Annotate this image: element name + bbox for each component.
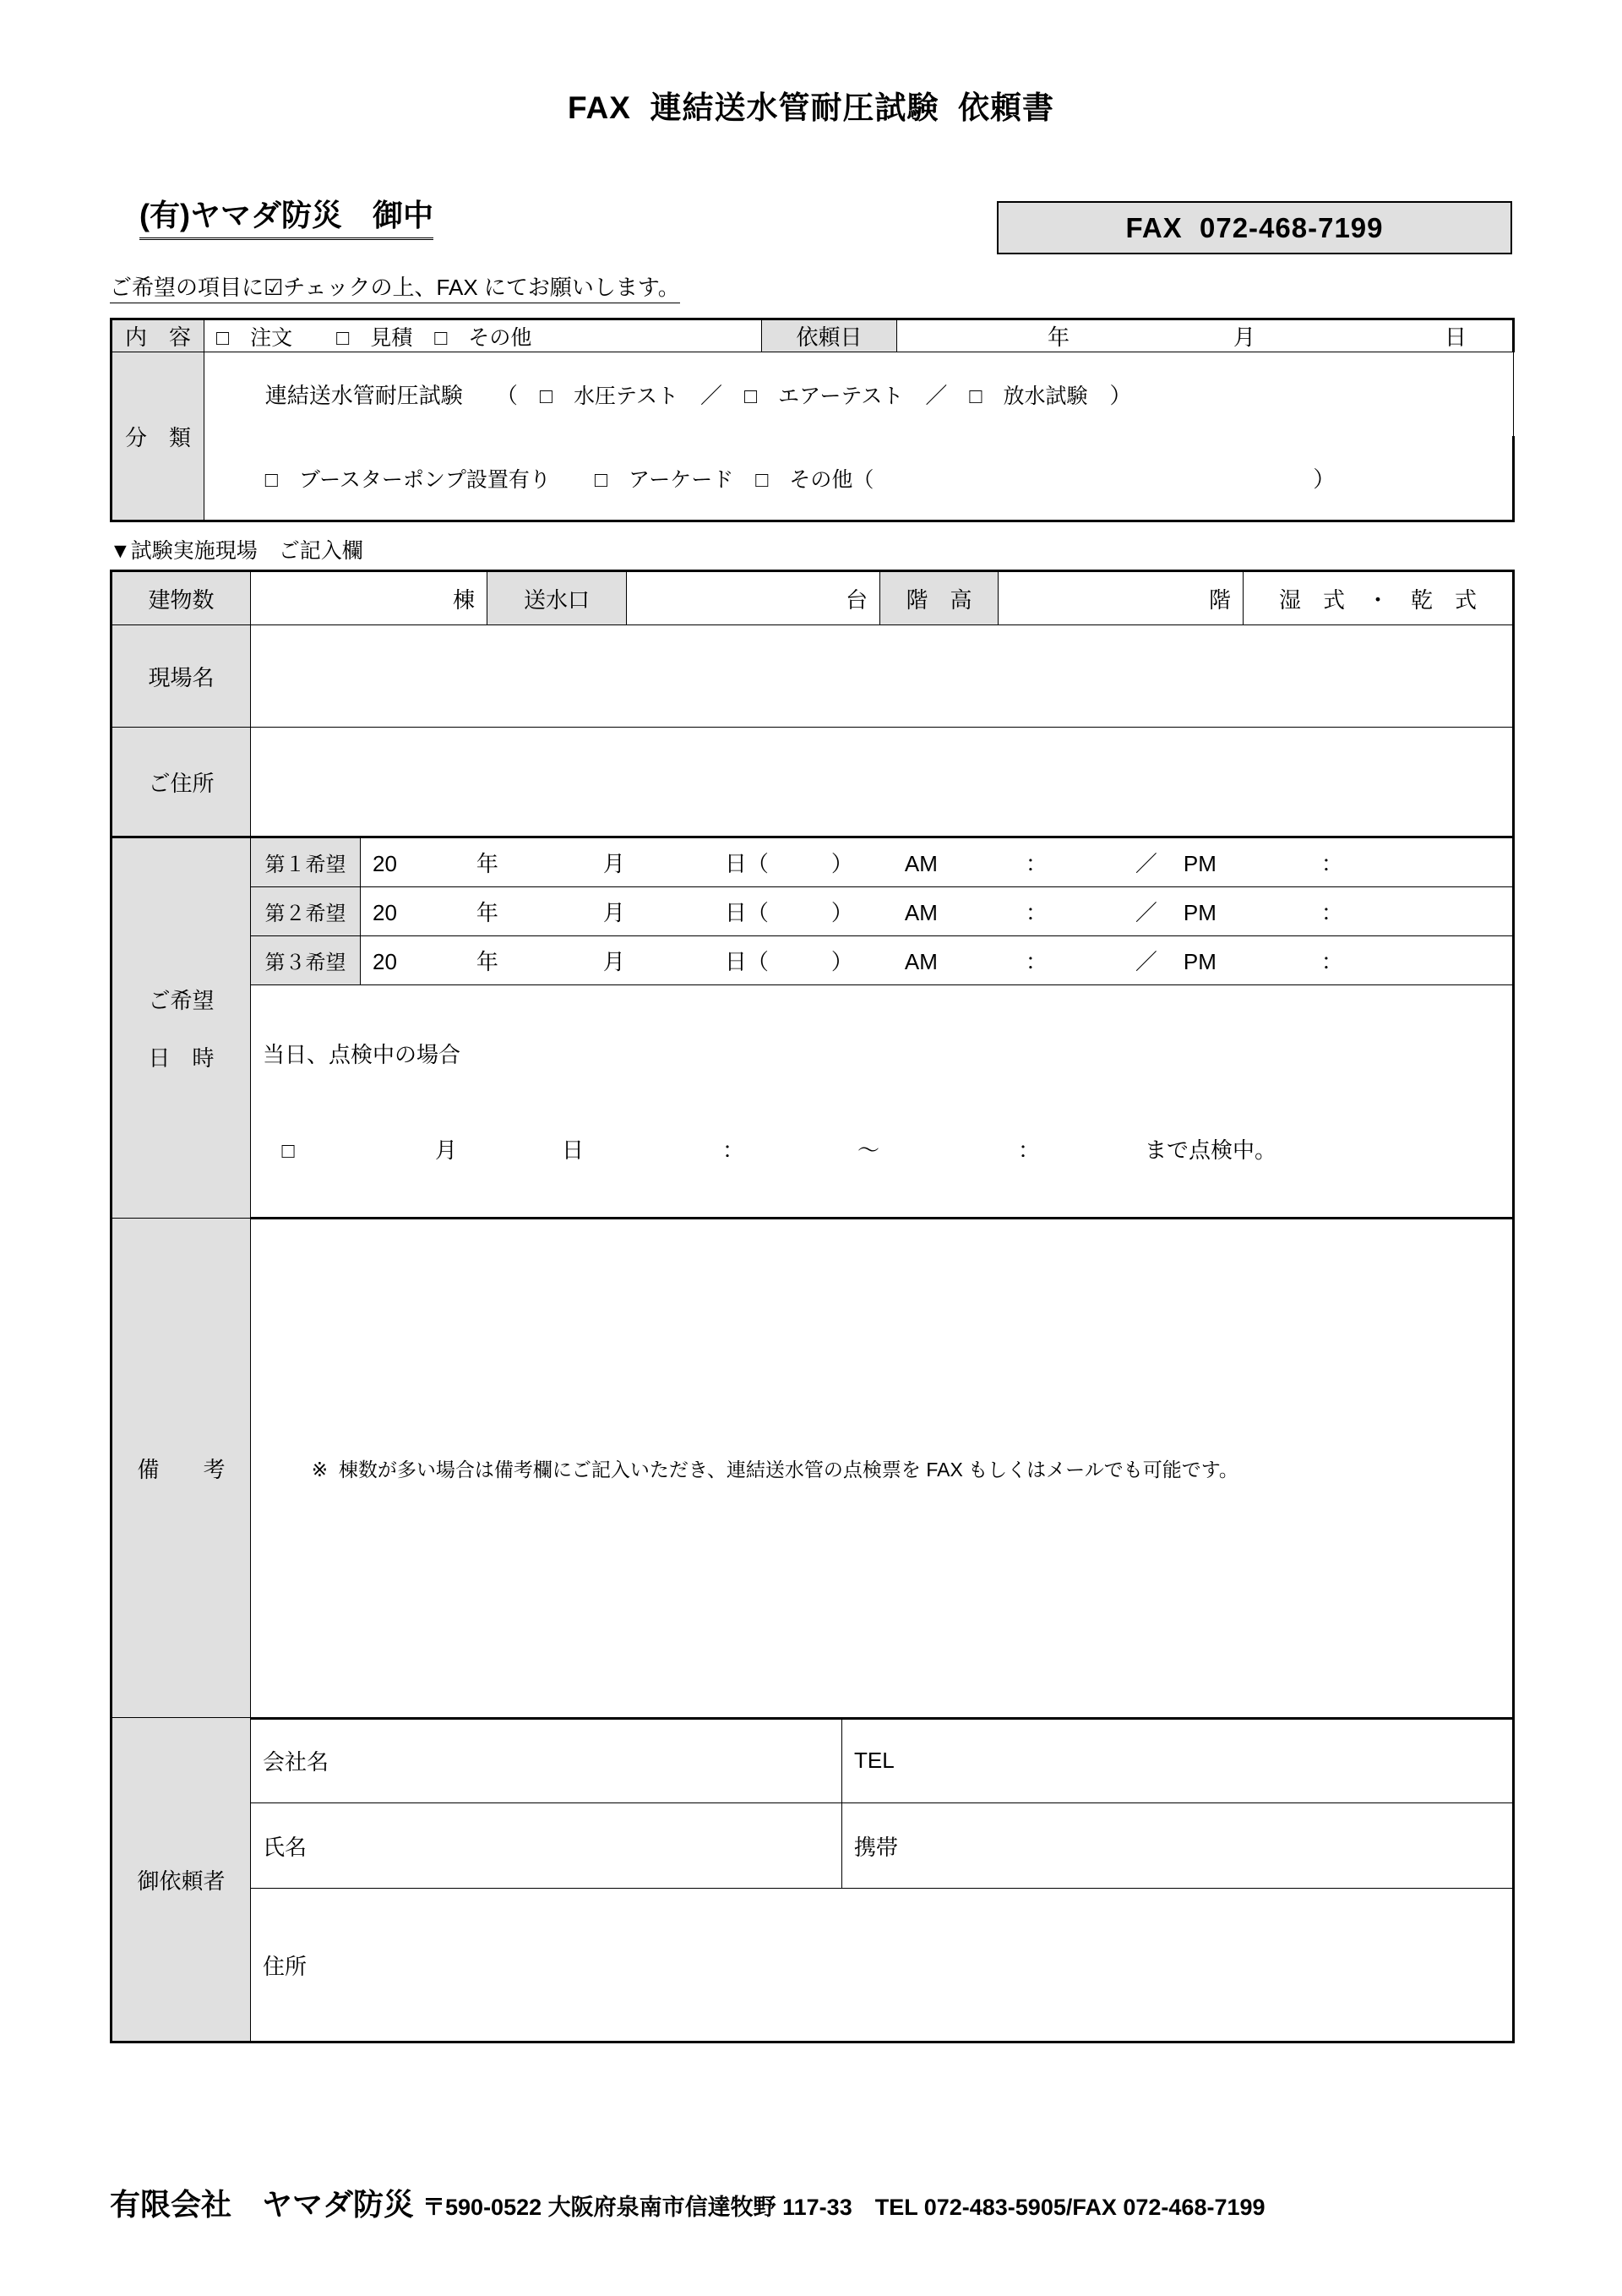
building-count-value[interactable]: 棟 (251, 571, 487, 625)
water-inlet-label: 送水口 (487, 571, 627, 625)
wish-1-slash: ／ (1135, 851, 1157, 877)
paren-open: （ (506, 383, 518, 409)
table-row (112, 352, 1514, 437)
category-line2-paren-close: ） (1313, 466, 1336, 493)
table-row (112, 1889, 1514, 2042)
checkbox-other-category[interactable]: □ その他（ (755, 468, 874, 493)
year-field: 年 (1047, 324, 1070, 351)
table-row (112, 936, 1514, 985)
content-label: 内 容 (112, 319, 204, 352)
wish-3-pm-colon: ： (1320, 949, 1343, 975)
check-instruction-note: ご希望の項目に☑チェックの上、FAX にてお願いします。 (110, 275, 680, 303)
wish-2-line (373, 900, 1343, 925)
page-title: FAX 連結送水管耐圧試験 依頼書 (567, 90, 1055, 125)
footer-company-name: 有限会社 ヤマダ防災 (110, 2187, 415, 2222)
wish-1-line (373, 851, 1343, 876)
requester-label: 御依頼者 (112, 1718, 251, 2042)
site-address-value[interactable] (251, 728, 1514, 837)
category-line-2 (204, 436, 1514, 521)
requester-address-label: 住所 (263, 1953, 308, 1979)
wish-2-year-prefix: 20 (373, 900, 397, 926)
inspection-suffix: まで点検中。 (1144, 1137, 1276, 1164)
wish-3-day: 日（ (724, 949, 769, 975)
checkbox-order[interactable]: □ 注文 (216, 326, 293, 351)
wish-row-1-value[interactable] (361, 837, 1514, 887)
inspection-in-progress-cell[interactable] (251, 985, 1514, 1219)
category-prefix: 連結送水管耐圧試験 (264, 383, 463, 409)
wish-rank-3: 第３希望 (251, 936, 361, 985)
wish-1-am-colon: ： (1025, 851, 1048, 877)
wish-2-year: 年 (476, 900, 498, 926)
checkbox-other[interactable]: □ その他 (434, 326, 532, 351)
tel-label: TEL (854, 1747, 895, 1773)
table-row (112, 1718, 1514, 1803)
remarks-label: 備 考 (112, 1219, 251, 1719)
wish-2-slash: ／ (1135, 900, 1157, 926)
table-row (112, 837, 1514, 887)
request-date-cell[interactable] (897, 319, 1514, 352)
inspection-tilde: ～ (857, 1137, 879, 1164)
site-table (110, 570, 1515, 1720)
mobile-label: 携帯 (854, 1834, 899, 1860)
request-table (110, 318, 1515, 522)
checkbox-booster-pump[interactable]: □ ブースターポンプ設置有り (264, 468, 551, 493)
tel-cell[interactable] (842, 1718, 1514, 1803)
wish-2-pm: PM (1183, 900, 1216, 926)
wish-1-year: 年 (476, 851, 498, 877)
wish-1-weekday-close: ） (830, 851, 853, 877)
floor-height-value[interactable]: 階 (999, 571, 1244, 625)
person-name-label: 氏名 (263, 1834, 308, 1860)
wish-3-slash: ／ (1135, 949, 1157, 975)
wish-label-line2: 日 時 (148, 1045, 215, 1072)
table-row (112, 625, 1514, 728)
wish-2-weekday-close: ） (830, 900, 853, 926)
table-row (112, 985, 1514, 1219)
separator-1: ／ (699, 383, 722, 409)
request-date-label: 依頼日 (762, 319, 897, 352)
table-row (112, 436, 1514, 521)
inspection-title: 当日、点検中の場合 (263, 1042, 461, 1068)
wish-rank-2: 第２希望 (251, 887, 361, 936)
wish-3-am-colon: ： (1025, 949, 1048, 975)
wish-2-pm-colon: ： (1320, 900, 1343, 926)
mobile-cell[interactable] (842, 1803, 1514, 1889)
wish-1-month: 月 (602, 851, 625, 877)
wish-2-day: 日（ (724, 900, 769, 926)
checkbox-water-pressure-test[interactable]: □ 水圧テスト (539, 384, 678, 409)
building-count-label: 建物数 (112, 571, 251, 625)
wish-3-pm: PM (1183, 949, 1216, 975)
paren-close: ） (1109, 383, 1132, 409)
inspection-month: 月 (434, 1137, 457, 1164)
wish-row-2-value[interactable] (361, 887, 1514, 936)
floor-height-label: 階 高 (880, 571, 999, 625)
content-options-cell (204, 319, 762, 352)
wet-dry-label[interactable]: 湿 式 ・ 乾 式 (1244, 571, 1514, 625)
checkbox-air-test[interactable]: □ エアーテスト (744, 384, 904, 409)
wish-3-year: 年 (476, 949, 498, 975)
fax-number-box: FAX 072-468-7199 (997, 201, 1512, 254)
site-name-label: 現場名 (112, 625, 251, 728)
wish-rank-1: 第１希望 (251, 837, 361, 887)
section-caption: ▼試験実施現場 ご記入欄 (110, 539, 363, 564)
table-row (112, 319, 1514, 352)
person-name-cell[interactable] (251, 1803, 842, 1889)
wish-2-month: 月 (602, 900, 625, 926)
wish-3-month: 月 (602, 949, 625, 975)
wish-label-line1: ご希望 (148, 988, 215, 1014)
wish-3-line (373, 949, 1343, 974)
wish-2-am: AM (904, 900, 938, 926)
inspection-fields (263, 1133, 1500, 1164)
inspection-day: 日 (561, 1137, 584, 1164)
table-row (112, 1219, 1514, 1719)
checkbox-discharge-test[interactable]: □ 放水試験 (969, 384, 1088, 409)
wish-3-weekday-close: ） (830, 949, 853, 975)
inspection-colon-1: ： (721, 1137, 744, 1164)
wish-row-3-value[interactable] (361, 936, 1514, 985)
header-row (110, 198, 1512, 264)
table-row (112, 728, 1514, 837)
site-address-label: ご住所 (112, 728, 251, 837)
addressee: (有)ヤマダ防災 御中 (139, 198, 433, 240)
wish-1-year-prefix: 20 (373, 851, 397, 877)
separator-2: ／ (925, 383, 948, 409)
requester-address-cell[interactable] (251, 1889, 1514, 2042)
footer (110, 2181, 1512, 2224)
wish-2-am-colon: ： (1025, 900, 1048, 926)
table-row (112, 1803, 1514, 1889)
category-label: 分 類 (112, 352, 204, 521)
table-row (112, 571, 1514, 625)
wish-3-year-prefix: 20 (373, 949, 397, 975)
inspection-colon-2: ： (1017, 1137, 1040, 1164)
wish-1-pm-colon: ： (1320, 851, 1343, 877)
wish-datetime-label (112, 837, 251, 1219)
footer-address: 〒590-0522 大阪府泉南市信達牧野 117-33 TEL 072-483-5905/FAX 072-468-7199 (422, 2195, 1265, 2220)
day-field: 日 (1444, 324, 1467, 351)
site-name-value[interactable] (251, 625, 1514, 728)
company-name-cell[interactable] (251, 1718, 842, 1803)
checkbox-inspection[interactable]: □ (281, 1139, 295, 1164)
wish-3-am: AM (904, 949, 938, 975)
checkbox-arcade[interactable]: □ アーケード (594, 468, 734, 493)
water-inlet-value[interactable]: 台 (627, 571, 880, 625)
remarks-note: ※ 棟数が多い場合は備考欄にご記入いただき、連結送水管の点検票を FAX もしくはメールでも可能です。 (311, 1459, 1238, 1481)
table-row (112, 887, 1514, 936)
wish-1-pm: PM (1183, 851, 1216, 877)
wish-1-day: 日（ (724, 851, 769, 877)
wish-1-am: AM (904, 851, 938, 877)
checkbox-estimate[interactable]: □ 見積 (336, 326, 413, 351)
company-name-label: 会社名 (263, 1748, 329, 1775)
remarks-value[interactable] (251, 1219, 1514, 1719)
month-field: 月 (1233, 324, 1255, 351)
category-line-1 (204, 352, 1514, 437)
requester-table (110, 1717, 1515, 2043)
